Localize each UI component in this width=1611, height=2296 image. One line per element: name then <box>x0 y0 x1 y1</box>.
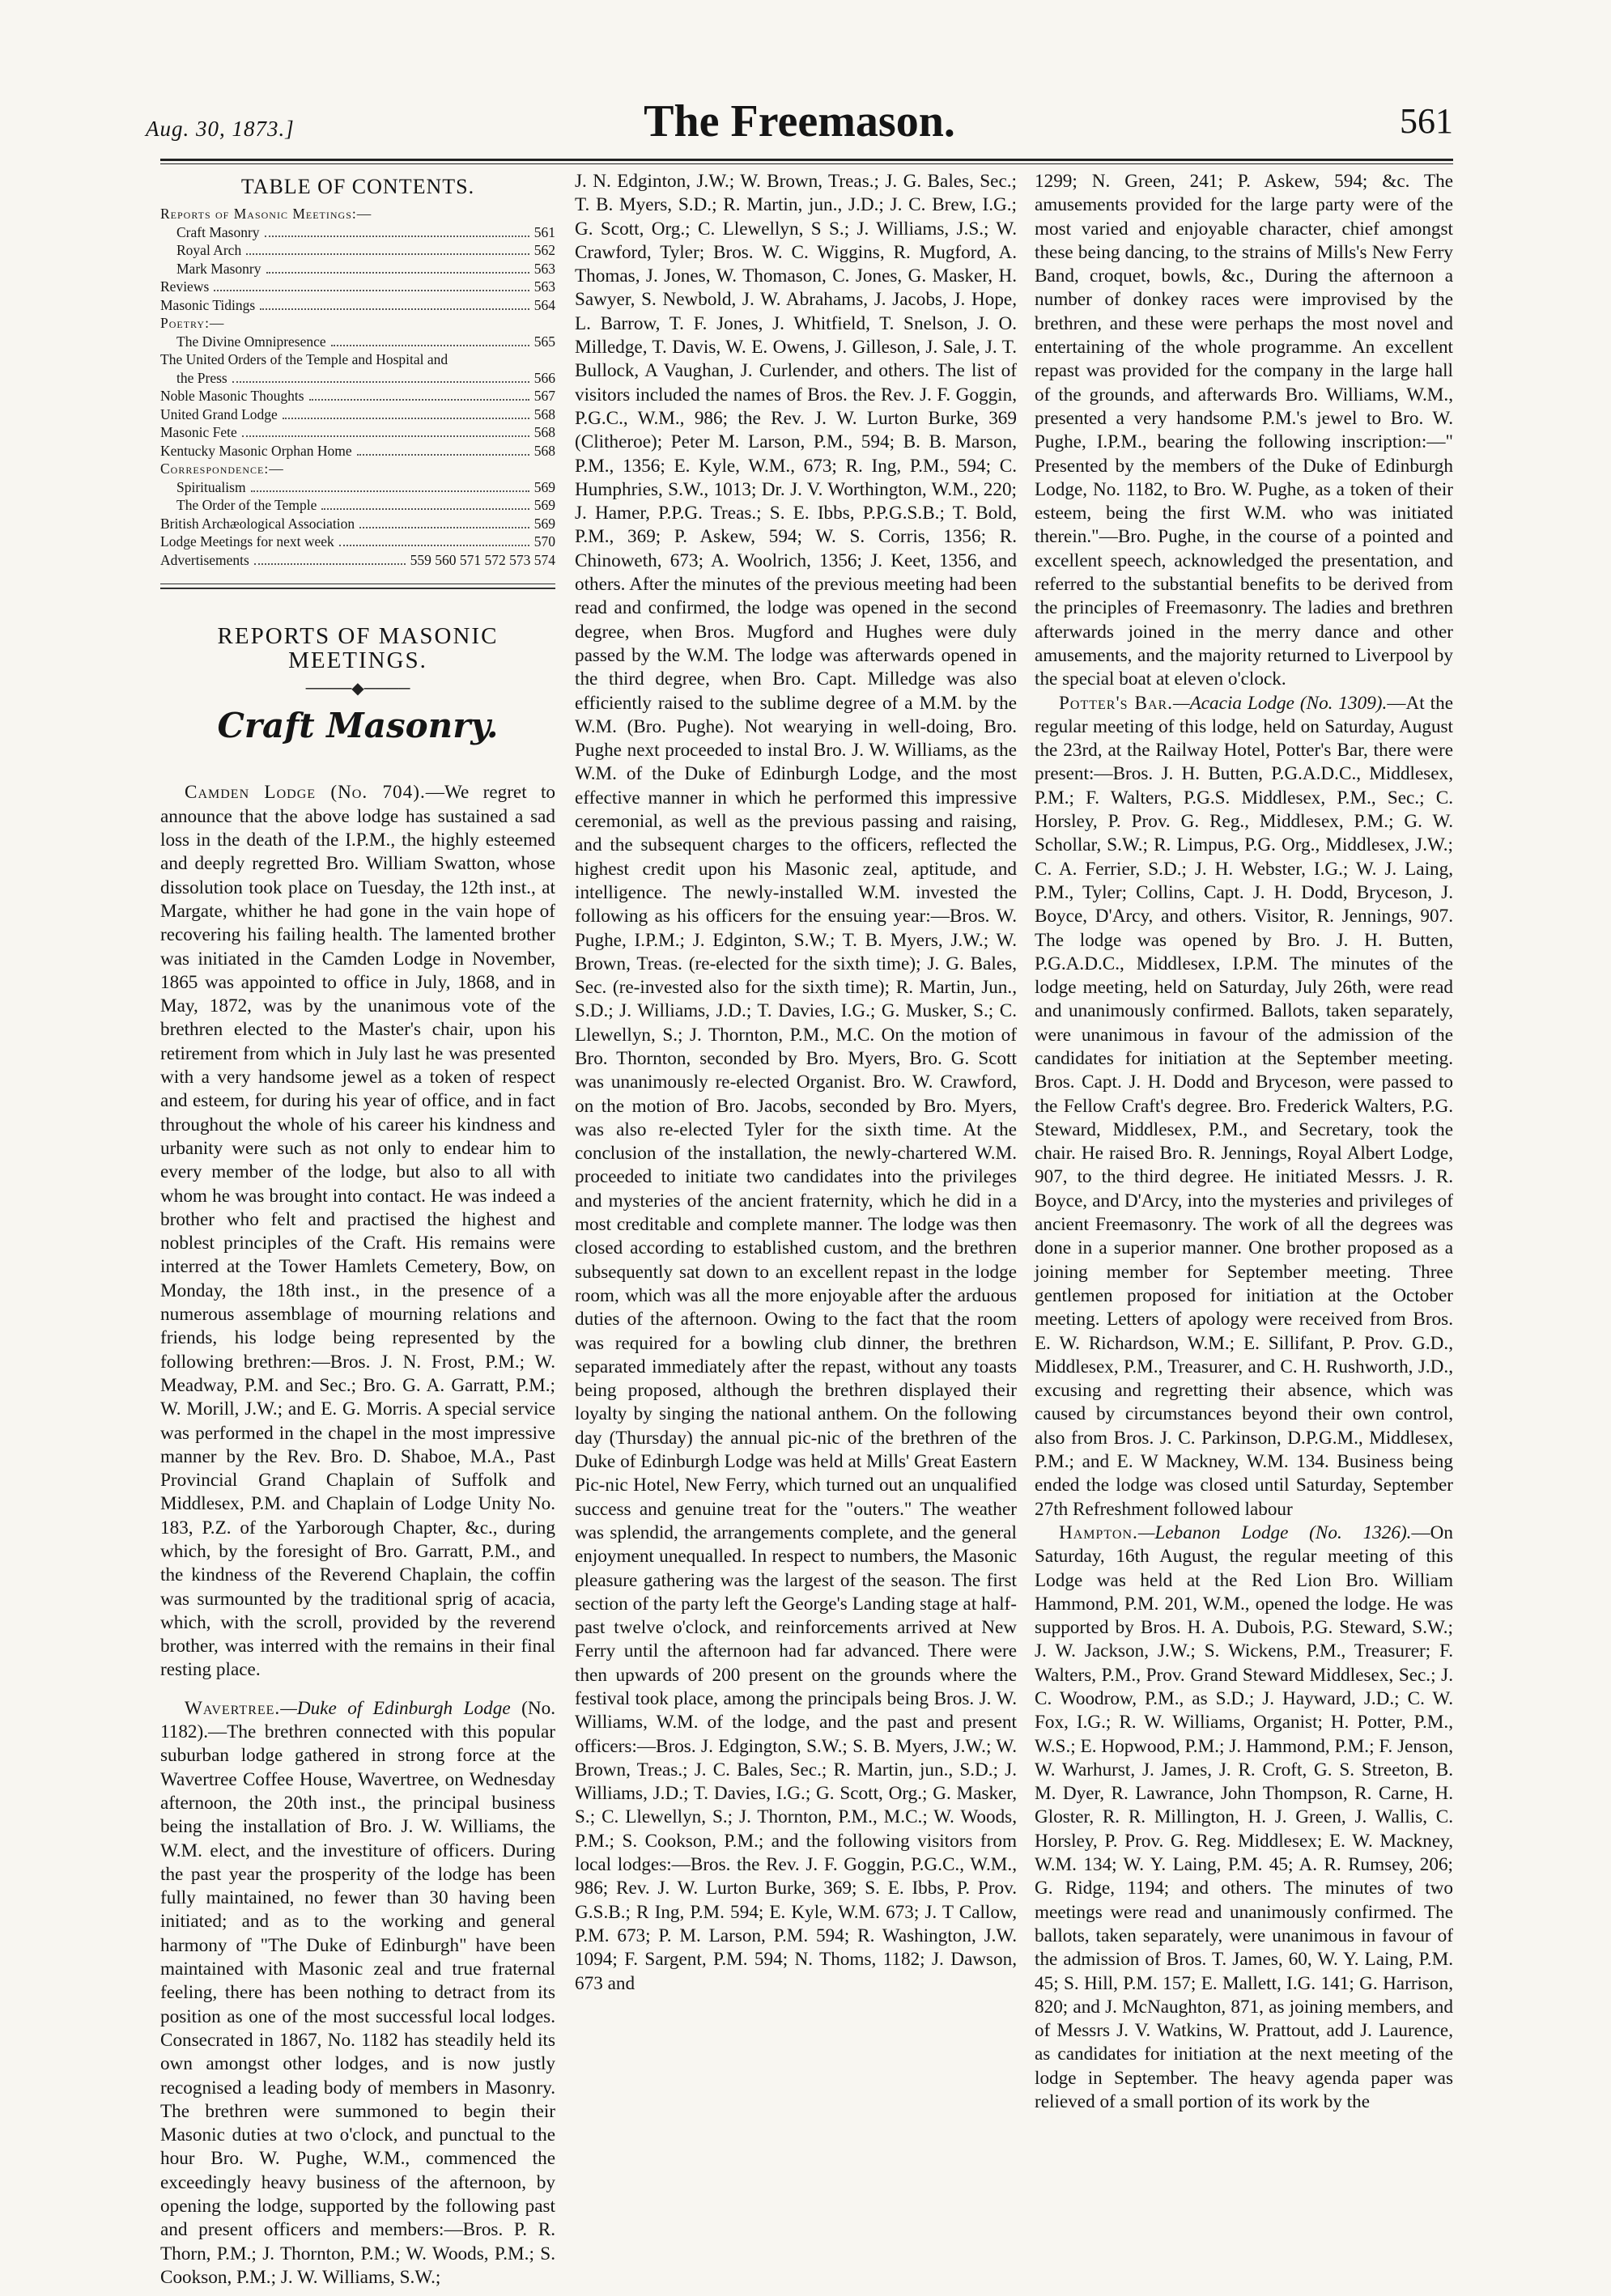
issue-date: Aug. 30, 1873.] <box>146 117 295 141</box>
toc-label: the Press <box>176 369 227 386</box>
toc-row <box>160 241 555 260</box>
toc-row <box>160 296 555 315</box>
toc-page: 563 <box>533 260 555 277</box>
article-lead: Wavertree. <box>185 1697 281 1719</box>
toc-leader <box>359 527 529 528</box>
toc-row <box>160 515 555 533</box>
column-1 <box>160 170 555 2290</box>
header-rule-thin <box>160 163 1453 164</box>
lodge-name: —Lebanon Lodge (No. 1326). <box>1137 1521 1412 1543</box>
toc-label: Kentucky Masonic Orphan Home <box>160 442 352 459</box>
toc-row <box>160 478 555 497</box>
article-text: (No. 1182).—The brethren connected with this popular suburban lodge gathered in strong force at the Wavertree Coffee House, Wavertree, on Wednesday afternoon, the 20th inst., the principal business being the installation of Bro. J. W. Williams, the W.M. elect, and the investiture of officers. During the past year the prosperity of the lodge has been fully maintained, no fewer than 30 having been initiated; and as to the working and general harmony of "The Duke of Edinburgh" have been maintained with Masonic zeal and true fraternal feeling, there has been nothing to detract from its position as one of the most successful local lodges. Consecrated in 1867, No. 1182 has steadily held its own amongst other lodges, and is now justly recognised a leading body of members in Masonry. The brethren were summoned to begin their Masonic duties at two o'clock, and punctual to the hour Bro. W. Pughe, W.M., commenced the exceedingly heavy business of the afternoon, by opening the lodge, supported by the following past and present officers and members:—Bros. P. R. Thorn, P.M.; J. Thornton, P.M.; W. Woods, P.M.; S. Cookson, P.M.; J. W. Williams, S.W.; <box>160 1697 555 2288</box>
toc-row <box>160 314 555 333</box>
toc-label: The Order of the Temple <box>176 497 317 514</box>
lodge-name: —Acacia Lodge (No. 1309). <box>1172 692 1388 714</box>
article-lead: Potter's Bar. <box>1059 692 1173 714</box>
toc-page: 568 <box>533 405 555 422</box>
column-3 <box>1035 170 1453 2114</box>
toc-label: Noble Masonic Thoughts <box>160 388 304 405</box>
toc-leader <box>321 508 529 510</box>
toc-row <box>160 533 555 551</box>
article-text: —At the regular meeting of this lodge, held on Saturday, August the 23rd, at the Railway Hotel, Potter's Bar, there were present:—Bros. J. H. Butten, P.G.A.D.C., Middlesex, P.M.; F. Walters, P.G.S. Middlesex, P.M., Sec.; C. Horsley, P. Prov. G. Reg., Middlesex, P.M.; G. W. Schollar, S.W.; R. Limpus, P.G. Org., Middlesex, J.W.; C. A. Ferrier, S.D.; J. H. Webster, I.G.; W. J. Laing, P.M., Tyler; Collins, Capt. J. H. Dodd, Bryceson, J. Boyce, D'Arcy, and others. Visitor, R. Jennings, 907. The lodge was opened by Bro. J. H. Butten, P.G.A.D.C., Middlesex, I.P.M. The minutes of the lodge meeting, held on Saturday, July 26th, were read and unanimously confirmed. Ballots, taken separately, were unanimous in favour of the admission of the candidates for initiation at the September meeting. Bros. Capt. J. H. Dodd and Bryceson, were passed to the Fellow Craft's degree. Bro. Frederick Walters, P.G. Steward, Middlesex, P.M., and Secretary, took the chair. He raised Bro. R. Jennings, Royal Albert Lodge, 907, to the third degree. He initiated Messrs. J. R. Boyce, and D'Arcy, into the mysteries and privileges of ancient Freemasonry. The work of all the degrees was done in a superior manner. One brother proposed as a joining member for September meeting. Three gentlemen proposed for initiation at the October meeting. Letters of apology were received from Bros. E. W. Richardson, W.M.; E. Sillifant, P. Prov. G.D., Middlesex, P.M., Treasurer, and C. H. Rushworth, J.D., excusing and regretting their absence, which was caused by circumstances beyond their own control, also from Bros. J. C. Parkinson, D.P.G.M., Middlesex, P.M.; and E. W Mackney, W.M. 134. Business being ended the lodge was closed until Saturday, September 27th Refreshment followed labour <box>1035 692 1453 1520</box>
toc-page: 569 <box>533 497 555 514</box>
toc-row <box>160 278 555 296</box>
toc-leader <box>246 253 529 255</box>
toc-label: United Grand Lodge <box>160 405 278 422</box>
toc-page: 564 <box>533 296 555 313</box>
toc-label: Masonic Fete <box>160 424 237 441</box>
article-camden <box>160 781 555 1682</box>
toc-leader <box>251 490 529 492</box>
section-heading: REPORTS OF MASONIC MEETINGS. <box>217 623 499 673</box>
toc-leader <box>283 418 529 419</box>
toc-row <box>160 442 555 460</box>
toc-row <box>160 405 555 424</box>
divider <box>160 588 555 589</box>
article-wavertree-conclusion: 1299; N. Green, 241; P. Askew, 594; &c. The amusements provided for the large party were of the most varied and enjoyable character, chief amongst these being dancing, to the strains of Mills's New Ferry Band, croquet, bowls, &c., During the afternoon a number of donkey races were improvised by the brethren, and these were perhaps the most novel and entertaining of the whole programme. An excellent repast was provided for the company in the large hall of the grounds, and afterwards Bro. Williams, W.M., presented a very handsome P.M.'s jewel to Bro. W. Pughe, I.P.M., bearing the following inscription:—" Presented by the members of the Duke of Edinburgh Lodge, No. 1182, to Bro. W. Pughe, as a token of their esteem, being the first W.M. who was initiated therein."—Bro. Pughe, in the course of a pointed and excellent speech, acknowledged the presentation, and referred to the substantial benefits to be derived from the principles of Freemasonry. The ladies and brethren afterwards joined in the merry dance and other amusements, and the majority returned to Liverpool by the special boat at eleven o'clock. <box>1035 171 1453 690</box>
toc-row <box>160 460 555 478</box>
toc-label: Royal Arch <box>176 242 242 259</box>
toc-label: Craft Masonry <box>176 223 260 240</box>
toc-row <box>160 350 555 369</box>
article-text: —We regret to announce that the above lodge has sustained a sad loss in the death of the I.P.M., the highly esteemed and deeply regretted Bro. William Swatton, whose dissolution took place on Tuesday, the 12th inst., at Margate, whither he had gone in the vain hope of recovering his failing health. The lamented brother was initiated in the Camden Lodge in November, 1865 was appointed to office in July, 1868, and in May, 1872, was by the unanimous vote of the brethren elected to the Master's chair, upon his retirement from which in July last he was presented with a very handsome jewel as a token of respect and esteem, for during his year of office, and in fact throughout the whole of his career his kindness and urbanity were such as not only to endear him to every member of the lodge, but also to all with whom he was brought into contact. He was indeed a brother who felt and practised the highest and noblest principles of the Craft. His remains were interred at the Tower Hamlets Cemetery, Bow, on Monday, the 18th inst., in the presence of a numerous assemblage of mourning relations and friends, his lodge being represented by the following brethren:—Bros. J. N. Frost, P.M.; W. Meadway, P.M. and Sec.; Bro. G. A. Garratt, P.M.; W. Morill, J.W.; and E. G. Morris. A special service was performed in the chapel in the most impressive manner by the Rev. Bro. D. Shaboe, M.A., Past Provincial Grand Chaplain of Suffolk and Middlesex, P.M. and Chaplain of Lodge Unity No. 183, P.Z. of the Yarborough Chapter, &c., during which, by the foresight of Bro. Garratt, P.M., and the kindness of the Reverend Chaplain, the coffin was surmounted by the traditional sprig of acacia, which, with the scroll, provided by the reverend brother, was interred with the remains in their final resting place. <box>160 782 555 1681</box>
toc-label: Reviews <box>160 278 210 295</box>
toc-page: 569 <box>533 515 555 532</box>
toc-leader <box>357 454 529 456</box>
toc-page: 562 <box>533 242 555 259</box>
toc-leader <box>232 381 529 383</box>
toc-label: Spiritualism <box>176 478 246 495</box>
toc-row <box>160 369 555 388</box>
toc-label: The United Orders of the Temple and Hospital and <box>160 351 448 368</box>
ornament-divider-icon: ────◆──── <box>305 679 410 698</box>
article-wavertree-continued: J. N. Edginton, J.W.; W. Brown, Treas.; J. G. Bales, Sec.; T. B. Myers, S.D.; R. Martin, jun., J.D.; J. C. Brew, I.G.; G. Scott, Org.; C. Llewellyn, S S.; J. Williams, J.S.; W. Crawford, Tyler; Bros. W. C. Wiggins, R. Mugford, A. Thomas, J. Jones, W. Thomason, C. Jones, G. Masker, H. Sawyer, S. Newbold, J. W. Abrahams, J. Jacobs, J. Hope, L. Barrow, T. F. Jones, J. Whitfield, T. Snelson, J. O. Milledge, T. Davis, W. E. Owens, J. Gilleson, J. Sale, J. T. Bullock, A Vaughan, J. Curlender, and others. The list of visitors included the names of Bros. the Rev. J. F. Goggin, P.G.C., W.M., 986; the Rev. J. W. Lurton Burke, 369 (Clitheroe); Peter M. Larson, P.M., 594; B. B. Marson, P.M., 1356; E. Kyle, W.M., 673; R. Ing, P.M., 594; C. Humphries, S.W., 1013; Dr. J. V. Worthington, W.M., 220; J. Hamer, P.P.G. Treas.; S. E. Ibbs, P.P.G.S.B.; T. Bold, P.M., 369; P. Askew, 594; W. S. Corris, 1356; R. Chinoweth, 673; A. Woolrich, 1356; J. Keet, 1356, and others. After the minutes of the previous meeting had been read and confirmed, the lodge was opened in the second degree, when Bros. Mugford and Hughes were duly passed by the W.M. The lodge was afterwards opened in the third degree, when Bro. Capt. Milledge was also efficiently raised to the sublime degree of a M.M. by the W.M. (Bro. Pughe). Not wearying in well-doing, Bro. Pughe next proceeded to instal Bro. J. W. Williams, as the W.M. of the Duke of Edinburgh Lodge, and the most effective manner in which he performed this impressive ceremonial, as well as the previous passing and raising, and the subsequent charges to the officers, reflected the highest credit upon his Masonic zeal, aptitude, and intelligence. The newly-installed W.M. invested the following as his officers for the ensuing year:—Bros. W. Pughe, I.P.M.; J. Edginton, S.W.; T. B. Myers, J.W.; W. Brown, Treas. (re-elected for the sixth time); J. G. Bales, Sec. (re-invested also for the sixth time); R. Martin, Jun., S.D.; J. Williams, J.D.; T. Davies, I.G.; G. Musker, S.; C. Llewellyn, S.; J. Thornton, P.M., M.C. On the motion of Bro. Thornton, seconded by Bro. Myers, Bro. G. Scott was unanimously re-elected Organist. Bro. W. Crawford, on the motion of Bro. Jacobs, seconded by Bro. Myers, was also re-elected Tyler for the sixth time. At the conclusion of the installation, the newly-chartered W.M. proceeded to initiate two candidates into the privileges and mysteries of the ancient fraternity, which he did in a most creditable and complete manner. The lodge was then closed according to established custom, and the brethren subsequently sat down to an excellent repast in the lodge room, which was all the more enjoyable after the arduous duties of the afternoon. Owing to the fact that the room was required for a bowling club dinner, the brethren separated immediately after the repast, without any toasts being proposed, although the brethren displayed their loyalty by singing the national anthem. On the following day (Thursday) the annual pic-nic of the brethren of the Duke of Edinburgh Lodge was held at Mills' Great Eastern Pic-nic Hotel, New Ferry, which turned out an unqualified success and genuine treat for the "outers." The weather was splendid, the arrangements complete, and the general enjoyment unequalled. In respect to numbers, the Masonic pleasure gathering was the largest of the season. The first section of the party left the George's Landing stage at half-past twelve o'clock, and reinforcements arrived at New Ferry until the afternoon had far advanced. There were then upwards of 200 present on the grounds where the festival took place, among the principals being Bros. J. W. Williams, W.M. of the lodge, and the past and present officers:—Bros. J. Edgington, S.W.; S. B. Myers, J.W.; W. Brown, Treas.; J. C. Bales, Sec.; R. Martin, jun., S.D.; J. Williams, J.D.; T. Davies, I.G.; G. Scott, Org.; G. Masker, S.; C. Llewellyn, S.; J. Thornton, P.M., M.C.; W. Woods, P.M.; S. Cookson, P.M.; and the following visitors from local lodges:—Bros. the Rev. J. F. Goggin, P.G.C., W.M., 986; Rev. J. W. Lurton Burke, 369; S. E. Ibbs, P. Prov. G.S.B.; R Ing, P.M. 594; E. Kyle, W.M. 673; J. T Callow, P.M. 673; P. M. Larson, P.M. 594; R. Washington, J.W. 1094; F. Sargent, P.M. 594; N. Thoms, 1182; J. Dawson, 673 and <box>575 171 1017 1994</box>
toc-label: Lodge Meetings for next week <box>160 533 334 550</box>
toc-page: 561 <box>533 223 555 240</box>
article-text: —On Saturday, 16th August, the regular meeting of this Lodge was held at the Red Lion Bro. William Hammond, P.M. 201, W.M., opened the lodge. He was supported by Bros. H. A. Dubois, P.G. Steward, S.W.; J. W. Jackson, J.W.; S. Wickens, P.M., Treasurer; F. Walters, P.M., Prov. Grand Steward Middlesex, Sec.; J. C. Woodrow, P.M., as S.D.; J. Hayward, J.D.; C. W. Fox, I.G.; R. W. Williams, Organist; H. Potter, P.M., W.S.; E. Hopwood, P.M.; J. Hammond, P.M.; F. Jenson, W. Warhurst, J. James, J. R. Croft, G. S. Streeton, B. M. Dyer, R. Lawrance, John Thompson, R. Carne, H. Gloster, R. R. Millington, H. J. Green, J. Wallis, C. Horsley, P. Prov. G. Reg. Middlesex; E. W. Mackney, W.M. 134; W. Y. Laing, P.M. 45; A. R. Rumsey, 206; G. Ridge, 1194; and others. The minutes of two meetings were read and unanimously confirmed. The ballots, taken separately, were unanimous in favour of the admission of Bros. T. James, 60, W. Y. Laing, P.M. 45; S. Hill, P.M. 157; E. Mallett, I.G. 141; G. Harrison, 820; and J. McNaughton, 871, as joining members, and of Messrs J. V. Watkins, W. Prattout, add J. Laurence, as candidates for initiation at the next meeting of the lodge in September. The heavy agenda paper was relieved of a small portion of its work by the <box>1035 1521 1453 2113</box>
toc-page: 568 <box>533 442 555 459</box>
toc-page: 565 <box>533 333 555 350</box>
toc-leader <box>265 236 529 237</box>
toc-title: TABLE OF CONTENTS. <box>240 175 475 198</box>
toc-page: 568 <box>533 424 555 441</box>
toc-page: 559 560 571 572 573 574 <box>410 551 555 568</box>
column-2 <box>575 170 1017 1996</box>
page-number: 561 <box>1400 101 1453 141</box>
header-rule <box>160 159 1453 161</box>
toc-row <box>160 333 555 351</box>
toc-label: Correspondence:— <box>160 460 284 477</box>
toc-label: Reports of Masonic Meetings:— <box>160 206 372 223</box>
toc-label: The Divine Omnipresence <box>176 333 326 350</box>
article-potters-bar <box>1035 692 1453 1521</box>
masthead <box>146 95 1453 152</box>
toc-label: Mark Masonry <box>176 260 261 277</box>
toc-page: 570 <box>533 533 555 550</box>
lodge-name: —Duke of Edinburgh Lodge <box>280 1697 511 1719</box>
toc-leader <box>266 272 529 274</box>
article-lead: Camden Lodge (No. 704). <box>185 782 426 804</box>
toc-row <box>160 423 555 442</box>
article-wavertree <box>160 1697 555 2290</box>
section-subheading: Craft Masonry. <box>217 706 499 746</box>
toc-leader <box>309 399 529 401</box>
article-lead: Hampton. <box>1059 1521 1138 1543</box>
toc-leader <box>260 308 529 310</box>
toc-row <box>160 387 555 405</box>
toc-row <box>160 223 555 242</box>
toc-row <box>160 551 555 570</box>
toc-row <box>160 205 555 223</box>
toc-leader <box>339 545 529 546</box>
toc-label: Poetry:— <box>160 315 225 332</box>
toc-page: 566 <box>533 369 555 386</box>
toc-leader <box>331 345 529 346</box>
toc-label: Masonic Tidings <box>160 296 256 313</box>
toc-row <box>160 260 555 278</box>
toc-leader <box>242 435 529 437</box>
toc-leader <box>254 563 406 565</box>
table-of-contents <box>160 205 555 569</box>
newspaper-title: The Freemason. <box>644 96 955 146</box>
toc-page: 569 <box>533 478 555 495</box>
article-hampton <box>1035 1521 1453 2114</box>
toc-page: 567 <box>533 388 555 405</box>
toc-page: 563 <box>533 278 555 295</box>
toc-label: Advertisements <box>160 551 249 568</box>
toc-leader <box>214 290 529 291</box>
toc-row <box>160 496 555 515</box>
toc-label: British Archæological Association <box>160 515 355 532</box>
